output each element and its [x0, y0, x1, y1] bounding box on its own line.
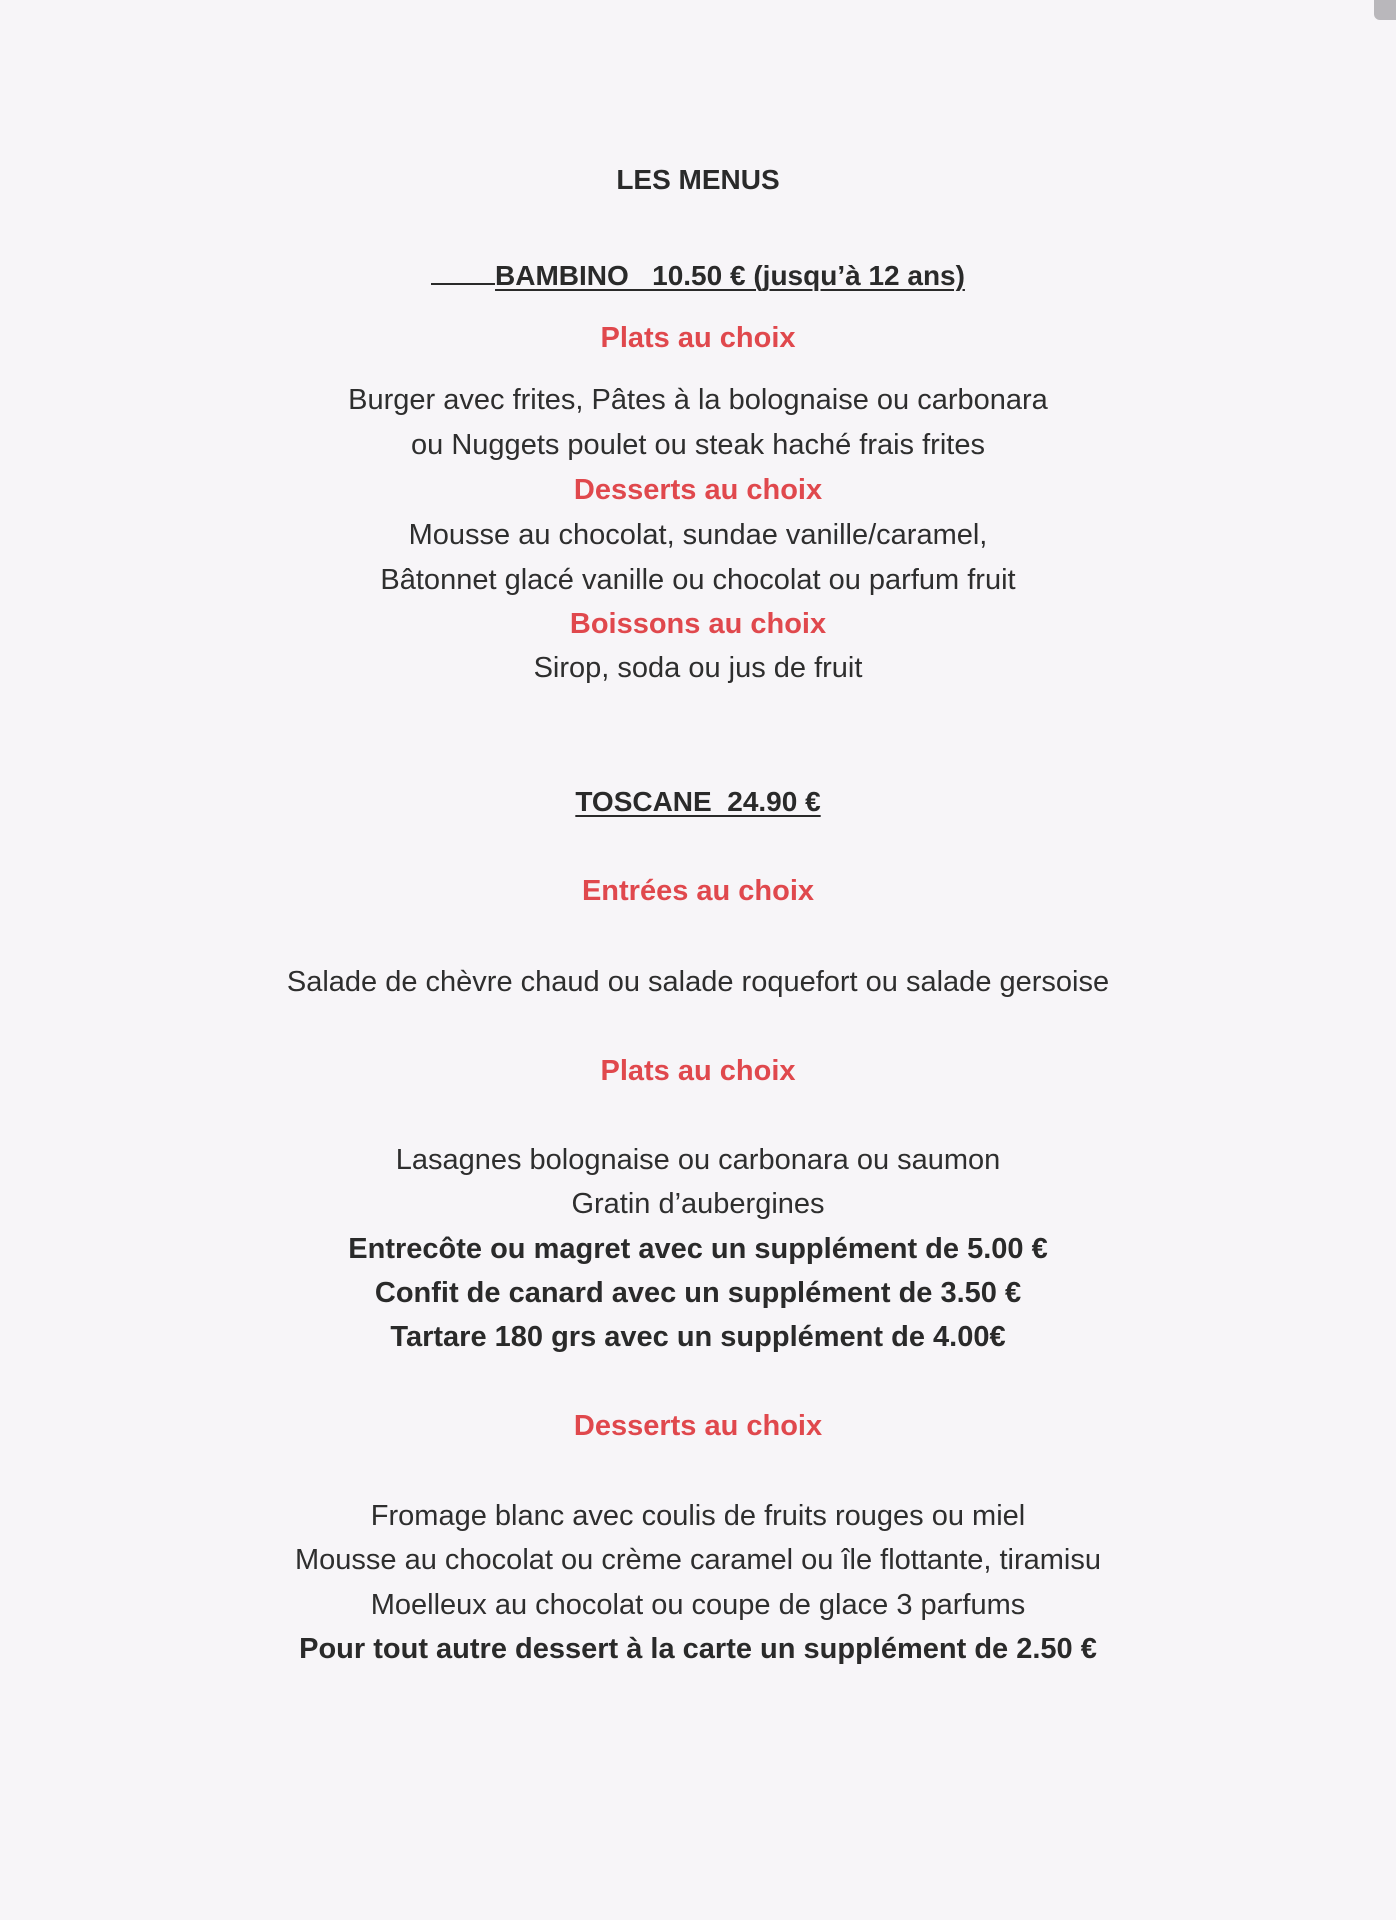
toscane-supplement-confit: Confit de canard avec un supplément de 3.50 € — [374, 1277, 1022, 1309]
toscane-desserts-line-1: Fromage blanc avec coulis de fruits rouges ou miel — [370, 1500, 1026, 1532]
toscane-entrees-line-1: Salade de chèvre chaud ou salade roquefort ou salade gersoise — [286, 966, 1110, 998]
bambino-heading-text: BAMBINO 10.50 € (jusqu’à 12 ans) — [495, 260, 965, 291]
toscane-plats-line-2: Gratin d’aubergines — [571, 1188, 825, 1220]
bambino-desserts-label: Desserts au choix — [573, 474, 823, 506]
toscane-heading — [0, 782, 1396, 822]
toscane-desserts-line-3: Moelleux au chocolat ou coupe de glace 3 parfums — [370, 1589, 1026, 1621]
toscane-entrees-label: Entrées au choix — [581, 875, 815, 907]
bambino-plats-line-2: ou Nuggets poulet ou steak haché frais frites — [411, 429, 985, 461]
bambino-plats-line-1: Burger avec frites, Pâtes à la bolognaise ou carbonara — [348, 384, 1048, 416]
page-title: LES MENUS — [616, 164, 780, 195]
heading-rule — [431, 259, 495, 285]
bambino-plats-label: Plats au choix — [600, 322, 796, 354]
bambino-heading — [0, 256, 1396, 296]
bambino-boissons-line-1: Sirop, soda ou jus de fruit — [533, 652, 863, 684]
toscane-heading-text: TOSCANE 24.90 € — [575, 786, 821, 817]
toscane-desserts-line-2: Mousse au chocolat ou crème caramel ou île flottante, tiramisu — [295, 1544, 1101, 1576]
toscane-supplement-entrecote: Entrecôte ou magret avec un supplément de 5.00 € — [348, 1233, 1048, 1265]
bambino-boissons-label: Boissons au choix — [569, 608, 827, 640]
toscane-plats-line-1: Lasagnes bolognaise ou carbonara ou saumon — [395, 1144, 1001, 1176]
bambino-desserts-line-1: Mousse au chocolat, sundae vanille/caramel, — [408, 519, 988, 551]
toscane-supplement-tartare: Tartare 180 grs avec un supplément de 4.00€ — [390, 1321, 1006, 1353]
toscane-desserts-label: Desserts au choix — [573, 1410, 823, 1442]
toscane-plats-label: Plats au choix — [600, 1055, 796, 1087]
toscane-dessert-supplement: Pour tout autre dessert à la carte un supplément de 2.50 € — [299, 1633, 1097, 1665]
bambino-desserts-line-2: Bâtonnet glacé vanille ou chocolat ou parfum fruit — [380, 564, 1016, 596]
